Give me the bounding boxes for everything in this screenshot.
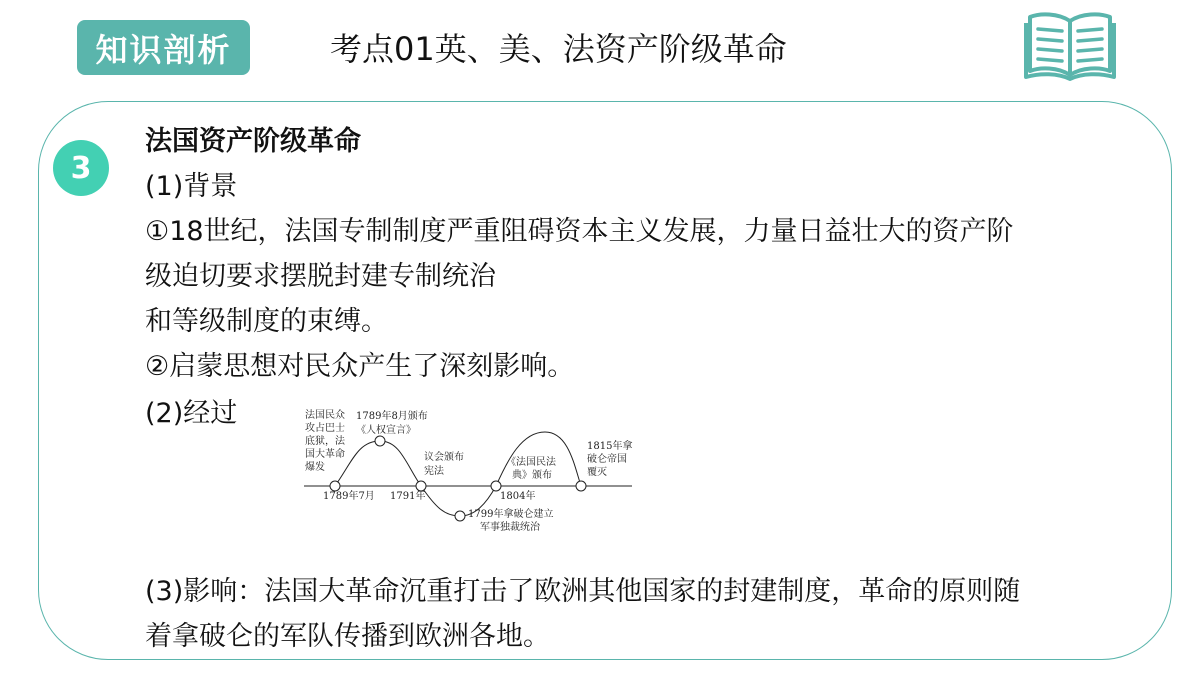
- timeline-node-1815: [576, 481, 586, 491]
- background-point-1-line-3: 和等级制度的束缚。: [145, 306, 388, 337]
- event-label: 《人权宣言》: [356, 425, 416, 436]
- section-badge: 知识剖析: [77, 20, 250, 75]
- event-label: 《法国民法: [506, 457, 556, 468]
- event-label: 1789年8月颁布: [356, 411, 428, 422]
- event-label: 底狱，法: [305, 436, 345, 447]
- event-label: 1799年拿破仑建立: [468, 509, 554, 520]
- timeline-node-1789-7: [330, 481, 340, 491]
- revolution-timeline-diagram: [300, 404, 635, 538]
- event-label: 军事独裁统治: [480, 522, 540, 533]
- section-heading: 法国资产阶级革命: [145, 126, 361, 157]
- timeline-node-1789-8: [375, 436, 385, 446]
- timeline-node-1791: [416, 481, 426, 491]
- event-label: 典》颁布: [512, 470, 552, 481]
- section-number: 3: [53, 140, 109, 196]
- date-label: 1804年: [500, 491, 536, 502]
- influence-line-2: 着拿破仑的军队传播到欧洲各地。: [145, 621, 550, 652]
- background-point-1-line-1: ①18世纪，法国专制制度严重阻碍资本主义发展，力量日益壮大的资产阶: [145, 216, 1014, 247]
- background-label: (1)背景: [145, 171, 238, 202]
- process-label: (2)经过: [145, 398, 238, 429]
- date-label: 1791年: [390, 491, 426, 502]
- influence-line-1: (3)影响：法国大革命沉重打击了欧洲其他国家的封建制度，革命的原则随: [145, 576, 1021, 607]
- background-point-1-line-2: 级迫切要求摆脱封建专制统治: [145, 261, 496, 292]
- event-label: 爆发: [305, 462, 325, 473]
- timeline-node-1804: [491, 481, 501, 491]
- open-book-icon: [1024, 9, 1116, 81]
- date-label: 1789年7月: [323, 491, 375, 502]
- page-title: 考点01英、美、法资产阶级革命: [330, 30, 787, 68]
- event-label: 破仑帝国: [587, 454, 627, 465]
- event-label: 国大革命: [305, 449, 345, 460]
- event-label: 覆灭: [587, 467, 607, 478]
- event-label: 议会颁布: [424, 452, 464, 463]
- event-label: 宪法: [424, 466, 444, 477]
- event-label: 1815年拿: [587, 441, 633, 452]
- timeline-node-1799: [455, 511, 465, 521]
- background-point-2: ②启蒙思想对民众产生了深刻影响。: [145, 351, 575, 382]
- event-label: 攻占巴士: [305, 423, 345, 434]
- event-label: 法国民众: [305, 410, 345, 421]
